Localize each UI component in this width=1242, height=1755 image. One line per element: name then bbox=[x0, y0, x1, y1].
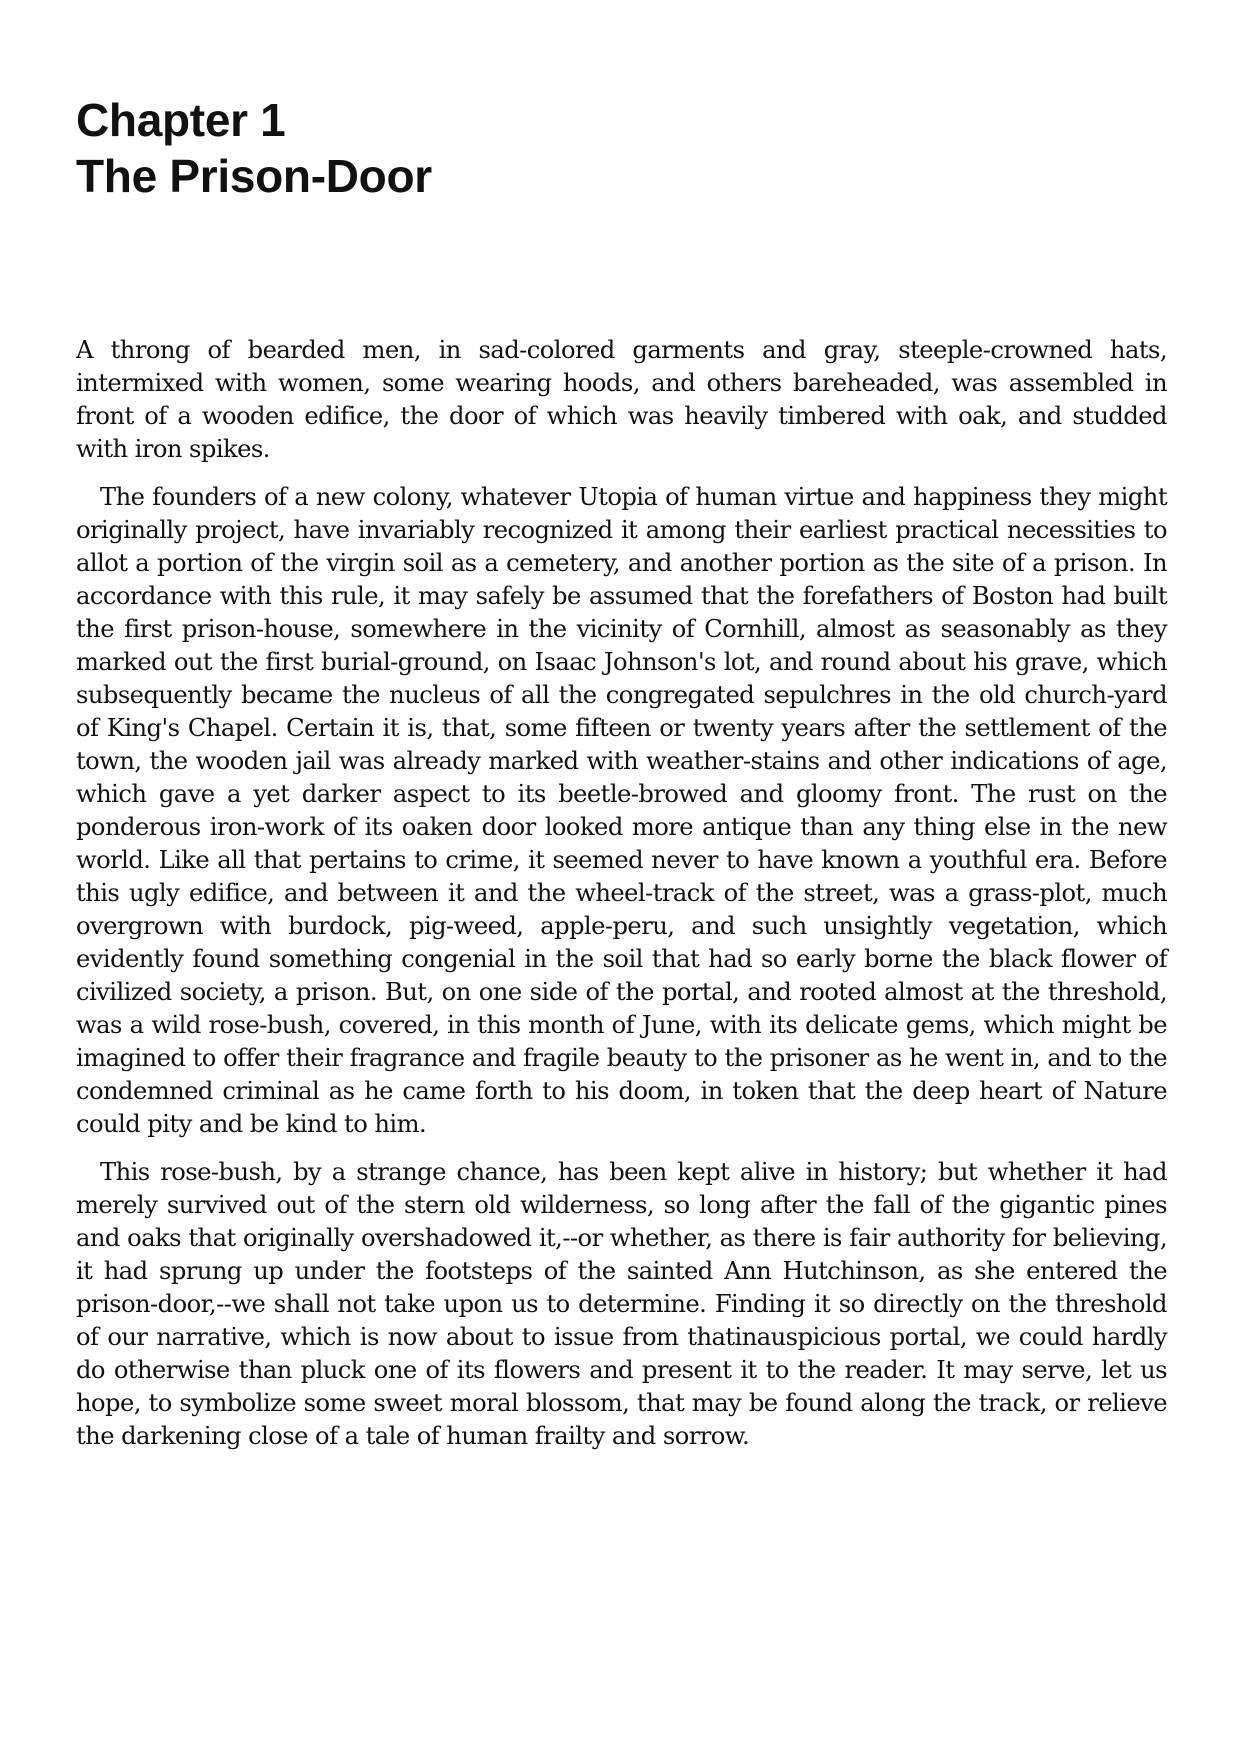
chapter-title: The Prison-Door bbox=[76, 150, 432, 202]
book-page bbox=[76, 92, 1167, 1468]
chapter-number: Chapter 1 bbox=[76, 94, 286, 146]
chapter-heading bbox=[76, 92, 1167, 204]
paragraph-1: A throng of bearded men, in sad-colored garments and gray, steeple-crowned hats, intermixed with women, some wearing hoods, and others bareheaded, was assembled in front of a wooden edifice, the door of which was heavily timbered with oak, and studded with iron spikes. bbox=[76, 336, 1167, 463]
chapter-body bbox=[76, 334, 1167, 1453]
paragraph-3: This rose-bush, by a strange chance, has been kept alive in history; but whether it had merely survived out of the stern old wilderness, so long after the fall of the gigantic pines and oaks that originally overshadowed it,--or whether, as there is fair authority for believing, it had sprung up under the footsteps of the sainted Ann Hutchinson, as she entered the prison-door,--we shall not take upon us to determine. Finding it so directly on the threshold of our narrative, which is now about to issue from thatinauspicious portal, we could hardly do otherwise than pluck one of its flowers and present it to the reader. It may serve, let us hope, to symbolize some sweet moral blossom, that may be found along the track, or relieve the darkening close of a tale of human frailty and sorrow. bbox=[76, 1158, 1167, 1450]
paragraph-2: The founders of a new colony, whatever Utopia of human virtue and happiness they might originally project, have invariably recognized it among their earliest practical necessities to allot a portion of the virgin soil as a cemetery, and another portion as the site of a prison. In accordance with this rule, it may safely be assumed that the forefathers of Boston had built the first prison-house, somewhere in the vicinity of Cornhill, almost as seasonably as they marked out the first burial-ground, on Isaac Johnson's lot, and round about his grave, which subsequently became the nucleus of all the congregated sepulchres in the old church-yard of King's Chapel. Certain it is, that, some fifteen or twenty years after the settlement of the town, the wooden jail was already marked with weather-stains and other indications of age, which gave a yet darker aspect to its beetle-browed and gloomy front. The rust on the ponderous iron-work of its oaken door looked more antique than any thing else in the new world. Like all that pertains to crime, it seemed never to have known a youthful era. Before this ugly edifice, and between it and the wheel-track of the street, was a grass-plot, much overgrown with burdock, pig-weed, apple-peru, and such unsightly vegetation, which evidently found something congenial in the soil that had so early borne the black flower of civilized society, a prison. But, on one side of the portal, and rooted almost at the threshold, was a wild rose-bush, covered, in this month of June, with its delicate gems, which might be imagined to offer their fragrance and fragile beauty to the prisoner as he went in, and to the condemned criminal as he came forth to his doom, in token that the deep heart of Nature could pity and be kind to him. bbox=[76, 483, 1167, 1138]
